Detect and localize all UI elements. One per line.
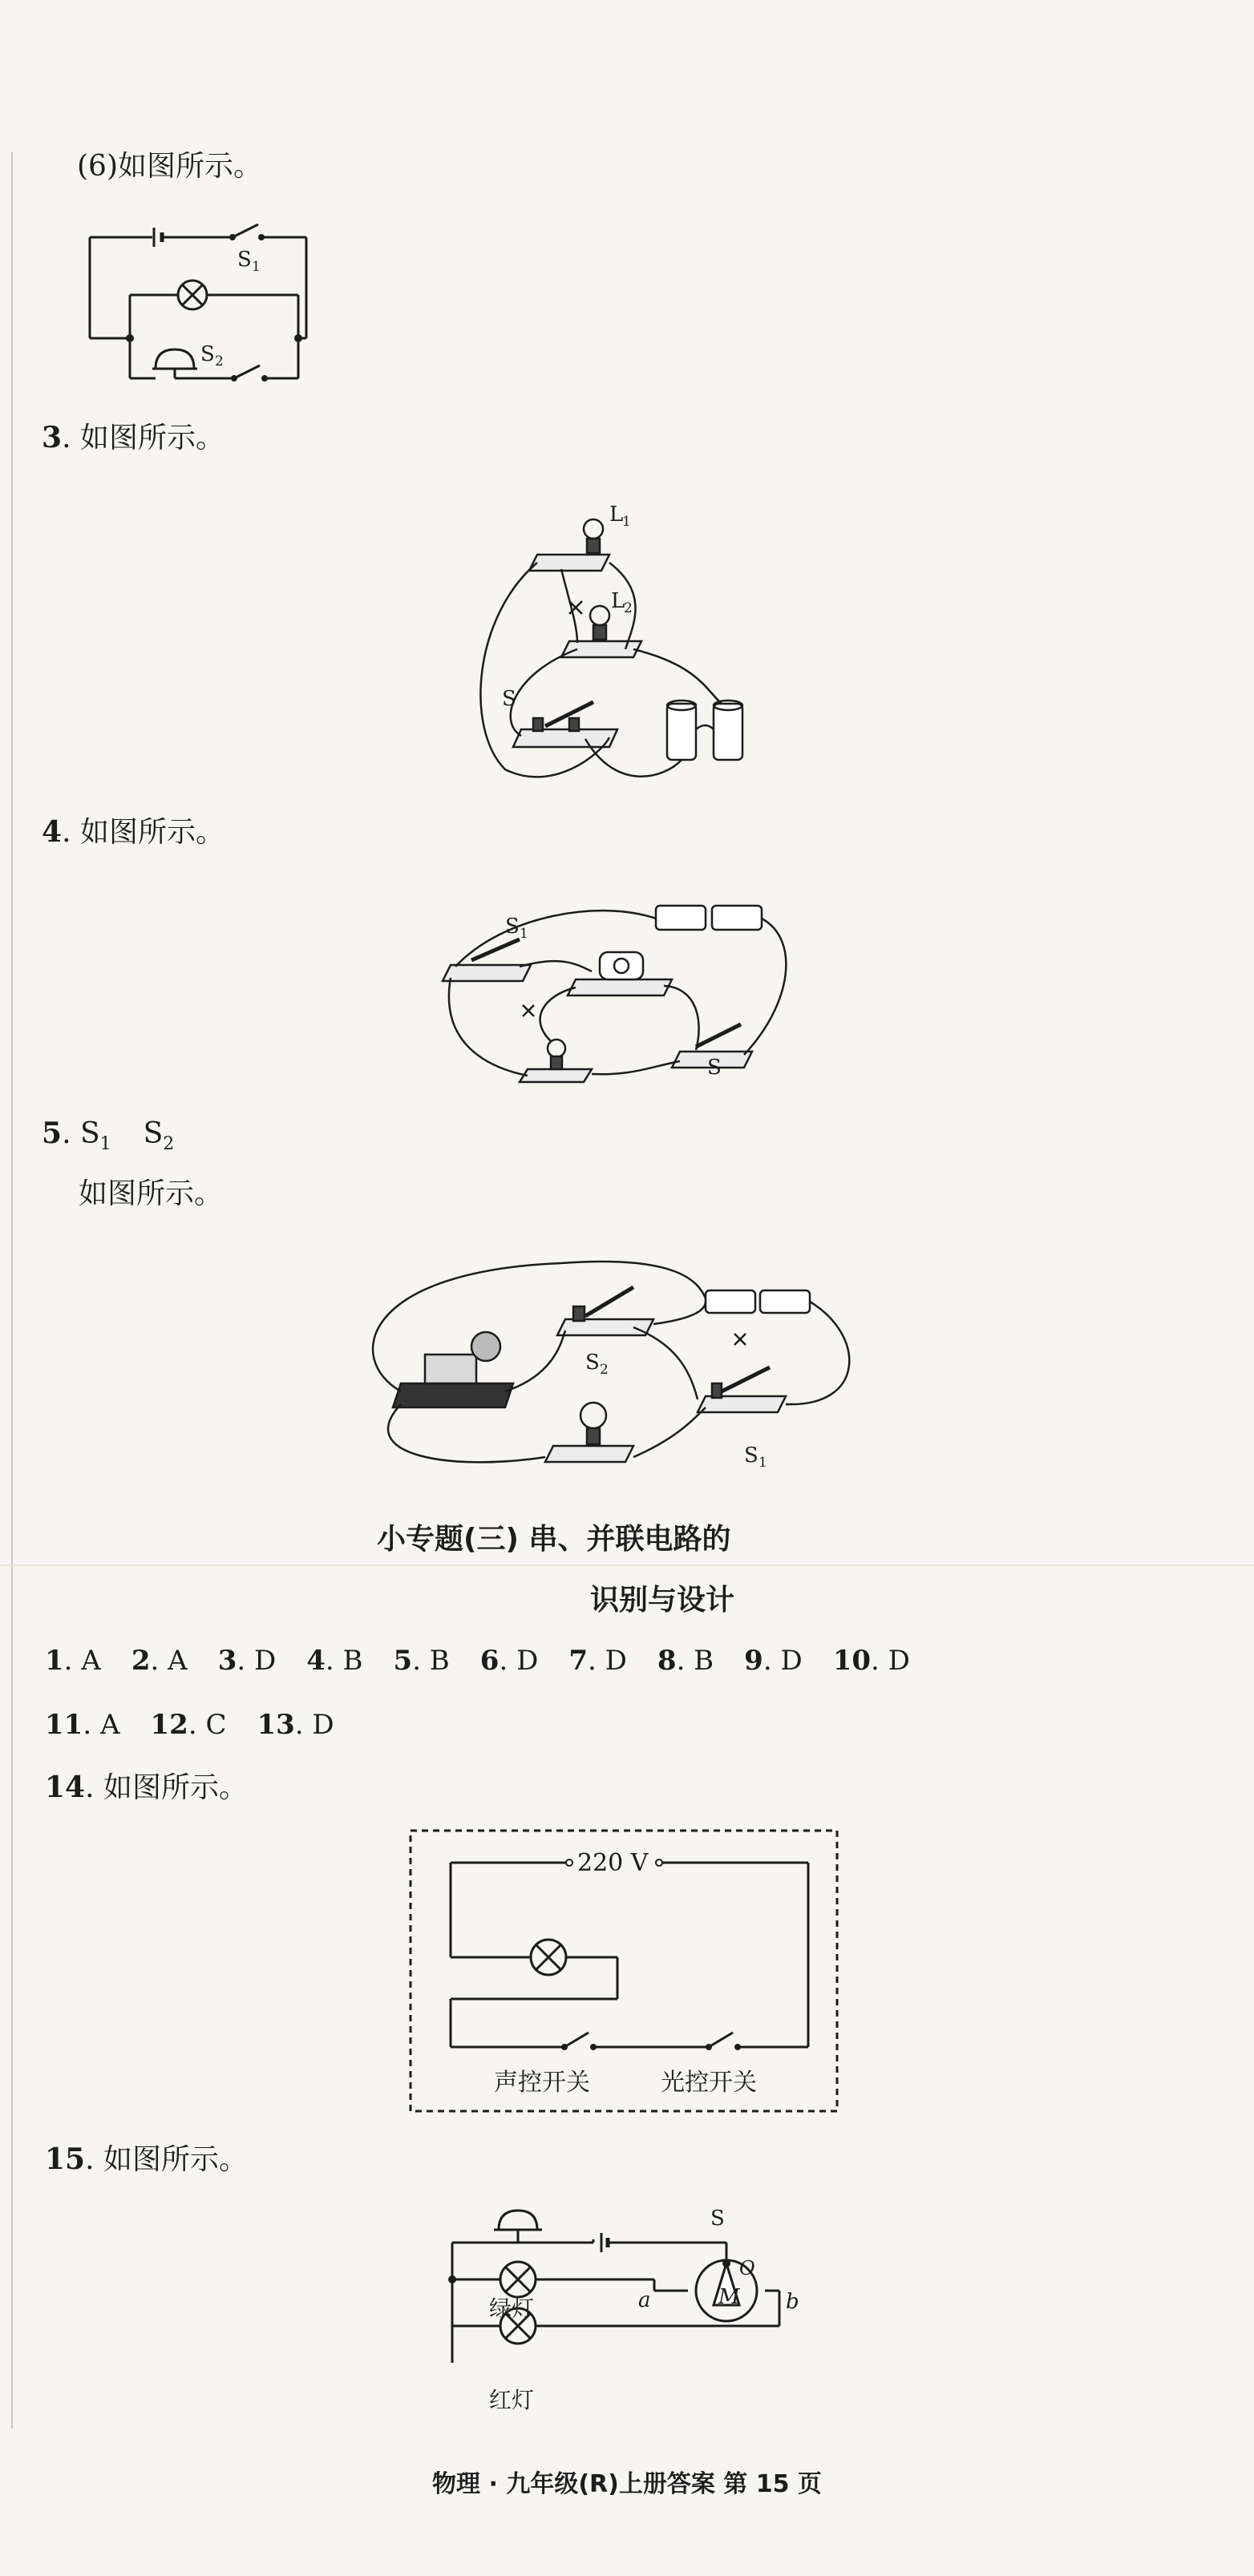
label-s2: S [200,342,215,366]
label-s: S [502,687,516,711]
answer-number: 1 [45,1645,64,1677]
margin-line [11,152,13,2429]
answer-item [45,1645,101,1677]
answer-number: 3 [217,1645,237,1677]
answer-item [131,1645,188,1677]
answer-number: 5 [393,1645,413,1677]
label-voltage: 220 V [577,1849,649,1877]
answer-item [218,1645,277,1677]
circuit-diagram-q3 [457,489,778,793]
answer-choice: . D [763,1645,803,1677]
q5-s2-sub: 2 [163,1134,175,1155]
page-footer: 物理 · 九年级(R)上册答案 第 15 页 [432,2470,822,2498]
q14-body: . 如图所示。 [85,1771,248,1804]
answer-item [480,1645,539,1677]
answer-choice: . D [237,1645,277,1677]
label-o: O [739,2257,755,2279]
label-a: a [638,2288,651,2312]
section-title-line1: 小专题(三) 串、并联电路的 [377,1523,731,1556]
label-s1: S [505,915,520,939]
label-s2-sub: 2 [215,353,224,369]
q5-num: 5 [42,1116,63,1150]
q15-text [45,2142,248,2178]
answer-number: 12 [150,1709,188,1741]
label-l2: L [611,589,625,613]
answer-number: 8 [657,1645,677,1677]
circuit-diagram-q5 [353,1247,882,1488]
q4-body: . 如图所示。 [62,816,225,849]
label-s2: S [585,1351,600,1375]
circuit-diagram-q4 [439,883,800,1084]
q5-s2: S [143,1117,164,1150]
q3-body: . 如图所示。 [62,422,225,454]
answer-item [657,1645,714,1677]
answer-choice: . A [150,1645,188,1677]
answer-choice: . C [188,1709,227,1741]
answer-number: 9 [744,1645,763,1677]
answer-choice: . B [325,1645,363,1677]
answer-choice: . B [412,1645,450,1677]
fold-line [0,1565,1254,1566]
q14-num: 14 [45,1770,86,1804]
q5-s1-sub: 1 [99,1134,111,1155]
q5-text: 如图所示。 [79,1177,224,1210]
answer-item [151,1709,227,1741]
answer-item [833,1645,910,1677]
q15-body: . 如图所示。 [85,2143,248,2176]
q4-text [42,814,225,850]
label-s: S [710,2207,725,2231]
label-s1: S [744,1443,758,1468]
answer-item [45,1709,120,1741]
label-l1: L [609,503,624,527]
answer-choice: . D [294,1709,334,1741]
answer-item [394,1645,450,1677]
label-s1: S [237,248,252,272]
circuit-diagram-q2-6 [80,216,321,393]
answer-item [744,1645,803,1677]
answer-choice: . D [499,1645,539,1677]
label-sound-switch: 声控开关 [494,2069,590,2097]
label-s1-sub: 1 [520,926,528,942]
answer-choice: . D [871,1645,910,1677]
q3-num: 3 [42,421,63,454]
circuit-diagram-q14 [407,1827,840,2116]
answers-row-1 [45,1643,940,1678]
answer-choice: . D [588,1645,627,1677]
label-s1-sub: 1 [758,1455,767,1471]
answer-choice: . A [83,1709,120,1741]
answer-number: 2 [131,1645,151,1677]
label-red-lamp: 红灯 [489,2387,535,2413]
label-m: M [718,2285,740,2309]
circuit-diagram-q15 [433,2196,818,2429]
label-s: S [707,1056,722,1080]
answer-number: 4 [306,1645,326,1677]
q5-answer [42,1116,174,1162]
answer-choice: . B [676,1645,714,1677]
label-green-lamp: 绿灯 [489,2295,535,2322]
label-l2-sub: 2 [624,600,633,616]
answer-item [306,1645,362,1677]
q2-6-text: (6)如图所示。 [77,150,262,183]
answer-item [568,1645,627,1677]
answer-number: 7 [568,1645,589,1677]
label-light-switch: 光控开关 [661,2069,757,2097]
answer-number: 10 [832,1645,872,1677]
q15-num: 15 [45,2142,86,2176]
section-title-line2: 识别与设计 [590,1584,735,1617]
answer-number: 13 [257,1709,295,1741]
label-s1-sub: 1 [252,259,261,275]
q3-text [42,420,225,456]
q14-text [45,1770,248,1806]
label-b: b [786,2290,799,2314]
answer-choice: . A [63,1645,101,1677]
answers-row-2 [45,1707,365,1742]
answer-item [257,1709,334,1741]
answer-number: 11 [45,1709,83,1741]
q4-num: 4 [42,815,63,849]
label-s2-sub: 2 [600,1362,609,1378]
label-l1-sub: 1 [622,514,631,530]
answer-number: 6 [479,1645,500,1677]
q5-s1: . S [62,1117,100,1150]
